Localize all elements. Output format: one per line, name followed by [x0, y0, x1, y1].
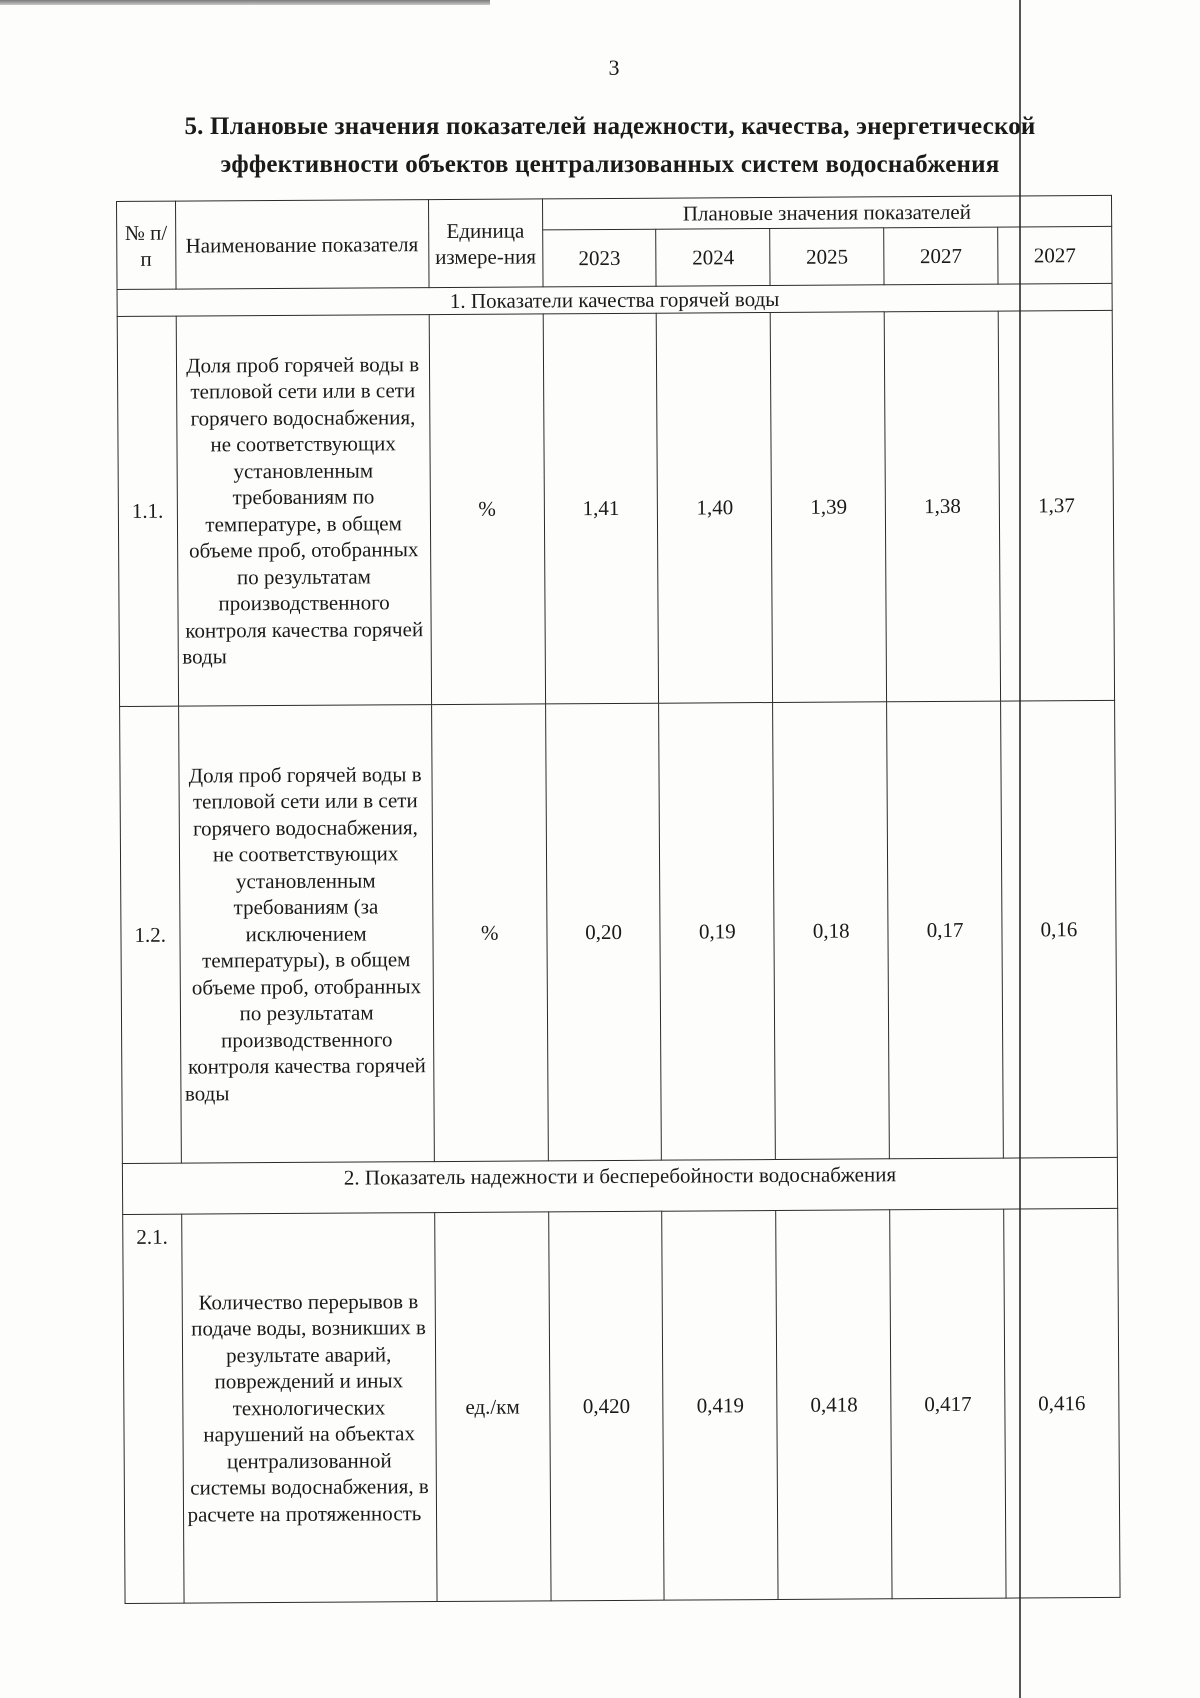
value-cell: 0,417	[890, 1209, 1006, 1599]
indicator-name: Количество перерывов в подаче воды, возникших в результате аварий, повреждений и иных технологических нарушений на объектах централизованной системы водоснабжения, в расчете на протяженность	[181, 1213, 437, 1604]
heading-line-2: эффективности объектов централизованных систем водоснабжения	[220, 151, 1000, 178]
table-row	[120, 700, 1118, 1163]
value-cell: 0,17	[887, 701, 1004, 1159]
value-cell: 0,16	[1001, 700, 1118, 1158]
row-number: 1.1.	[117, 316, 178, 706]
value-cell: 0,420	[548, 1211, 664, 1601]
header-year: 2027	[884, 227, 998, 285]
section-title: 1. Показатели качества горячей воды	[117, 283, 1112, 316]
row-number: 1.2.	[120, 706, 181, 1163]
header-unit: Единица измере-ния	[428, 199, 542, 288]
table-row	[123, 1208, 1120, 1603]
value-cell: 0,416	[1004, 1208, 1120, 1598]
section-heading	[130, 108, 1090, 184]
page-number: 3	[608, 55, 620, 80]
value-cell: 0,19	[659, 702, 776, 1160]
value-cell: 0,18	[773, 702, 890, 1160]
section-row	[122, 1157, 1117, 1214]
row-number: 2.1.	[123, 1214, 184, 1603]
value-cell: 0,20	[545, 703, 662, 1161]
value-cell: 1,39	[771, 312, 887, 703]
value-cell: 1,37	[998, 310, 1114, 701]
value-cell: 1,38	[884, 311, 1000, 702]
unit-cell: ед./км	[434, 1212, 550, 1602]
value-cell: 1,40	[657, 313, 773, 704]
heading-line-1: 5. Плановые значения показателей надежности, качества, энергетической	[184, 113, 1036, 140]
header-year: 2024	[656, 229, 770, 287]
table-row	[117, 310, 1114, 706]
header-plan-values: Плановые значения показателей	[542, 195, 1112, 229]
indicator-name: Доля проб горячей воды в тепловой сети или в сети горячего водоснабжения, не соответствующих установленным требованиям по температуре, в общем объеме проб, отобранных по результатам производственного контроля качества горячей воды	[176, 315, 432, 707]
header-year: 2023	[542, 229, 656, 287]
indicators-table	[116, 195, 1121, 1604]
scan-edge-artifact	[0, 0, 490, 5]
value-cell: 0,419	[662, 1210, 778, 1600]
header-year: 2025	[770, 228, 884, 286]
section-title: 2. Показатель надежности и бесперебойности водоснабжения	[122, 1157, 1117, 1214]
header-name: Наименование показателя	[175, 200, 429, 290]
header-num: № п/п	[117, 201, 176, 289]
unit-cell: %	[431, 704, 548, 1162]
value-cell: 0,418	[776, 1210, 892, 1600]
value-cell: 1,41	[543, 313, 659, 704]
header-year: 2027	[998, 226, 1112, 284]
indicator-name: Доля проб горячей воды в тепловой сети или в сети горячего водоснабжения, не соответствующих установленным требованиям (за исключением температуры), в общем объеме проб, отобранных по результатам производственного контроля качества горячей воды	[178, 705, 434, 1164]
unit-cell: %	[429, 314, 545, 705]
